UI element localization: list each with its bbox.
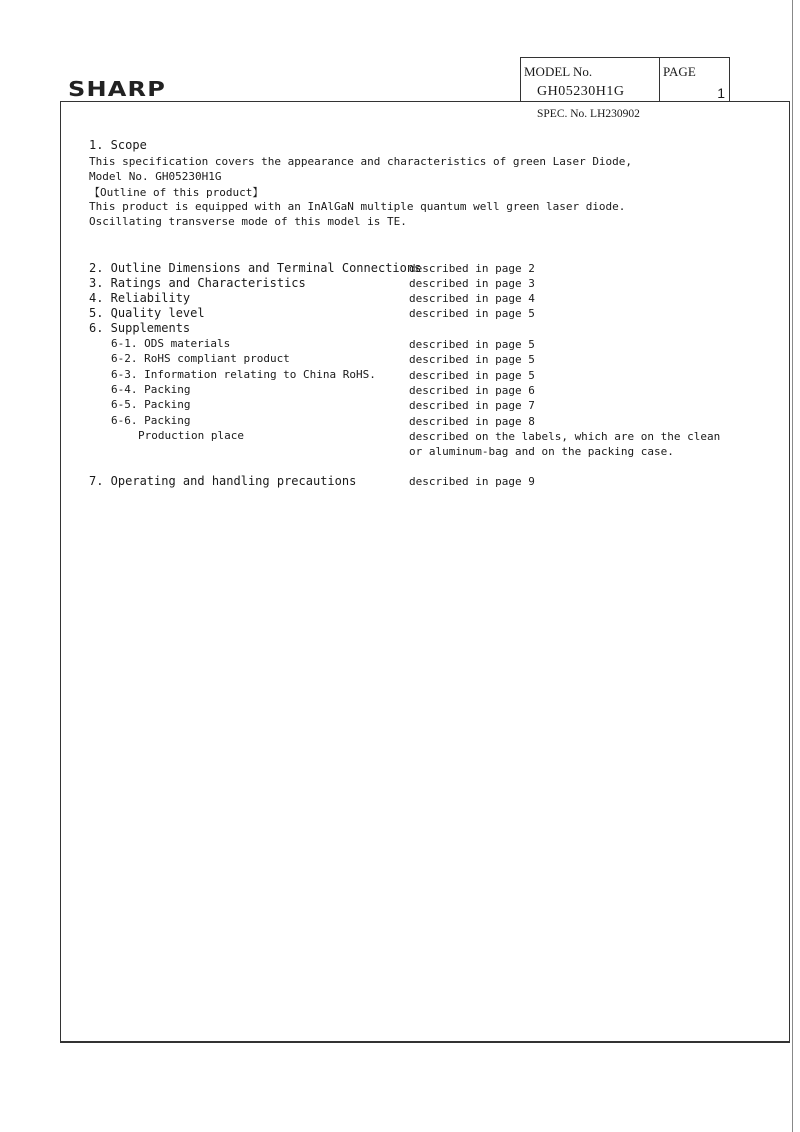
toc-subitem-label: 6-5. Packing: [111, 398, 191, 411]
model-value: GH05230H1G: [537, 84, 625, 99]
model-cell: [521, 58, 660, 102]
toc-item-ref: described in page 6: [409, 384, 535, 397]
toc-subitem-label: 6-1. ODS materials: [111, 337, 231, 350]
toc-item-ref: described in page 2: [409, 262, 535, 275]
page-number: 1: [717, 85, 725, 101]
toc-subitem-label: 6-4. Packing: [111, 383, 191, 396]
toc-item-ref: described in page 9: [409, 475, 535, 488]
page-cell: [660, 58, 729, 102]
toc-item-ref: described in page 5: [409, 307, 535, 320]
toc-item-ref: described in page 5: [409, 353, 535, 366]
page-edge-rule: [792, 0, 793, 1132]
toc-subitem-label: Production place: [138, 429, 244, 442]
header-table: [520, 57, 730, 102]
toc-item-ref: or aluminum-bag and on the packing case.: [409, 445, 674, 458]
toc-item-ref: described in page 3: [409, 277, 535, 290]
toc-item-label: 7. Operating and handling precautions: [89, 474, 357, 488]
scope-line: This specification covers the appearance and characteristics of green Laser Diode,: [89, 155, 633, 168]
toc-item-label: 6. Supplements: [89, 321, 191, 335]
spec-number: SPEC. No. LH230902: [537, 108, 640, 120]
toc-subitem-label: 6-6. Packing: [111, 414, 191, 427]
toc-item-ref: described in page 7: [409, 399, 535, 412]
scope-line: This product is equipped with an InAlGaN multiple quantum well green laser diode.: [89, 200, 626, 213]
scope-line: 【Outline of this product】: [89, 186, 264, 199]
page-label: PAGE: [663, 64, 696, 79]
toc-item-ref: described on the labels, which are on the clean: [409, 430, 721, 443]
toc-subitem-label: 6-3. Information relating to China RoHS.: [111, 368, 376, 381]
toc-item-ref: described in page 5: [409, 338, 535, 351]
scope-line: Oscillating transverse mode of this model is TE.: [89, 215, 407, 228]
toc-item-label: 2. Outline Dimensions and Terminal Connections: [89, 261, 422, 275]
model-label: MODEL No.: [524, 64, 593, 79]
sharp-logo: SHARP: [68, 77, 167, 101]
scope-title: 1. Scope: [89, 138, 147, 152]
toc-item-label: 5. Quality level: [89, 306, 205, 320]
toc-item-ref: described in page 4: [409, 292, 535, 305]
toc-item-label: 3. Ratings and Characteristics: [89, 276, 306, 290]
toc-item-label: 4. Reliability: [89, 291, 191, 305]
content-frame: [60, 101, 790, 1043]
toc-item-ref: described in page 5: [409, 369, 535, 382]
toc-item-ref: described in page 8: [409, 415, 535, 428]
scope-line: Model No. GH05230H1G: [89, 170, 222, 183]
toc-subitem-label: 6-2. RoHS compliant product: [111, 352, 290, 365]
